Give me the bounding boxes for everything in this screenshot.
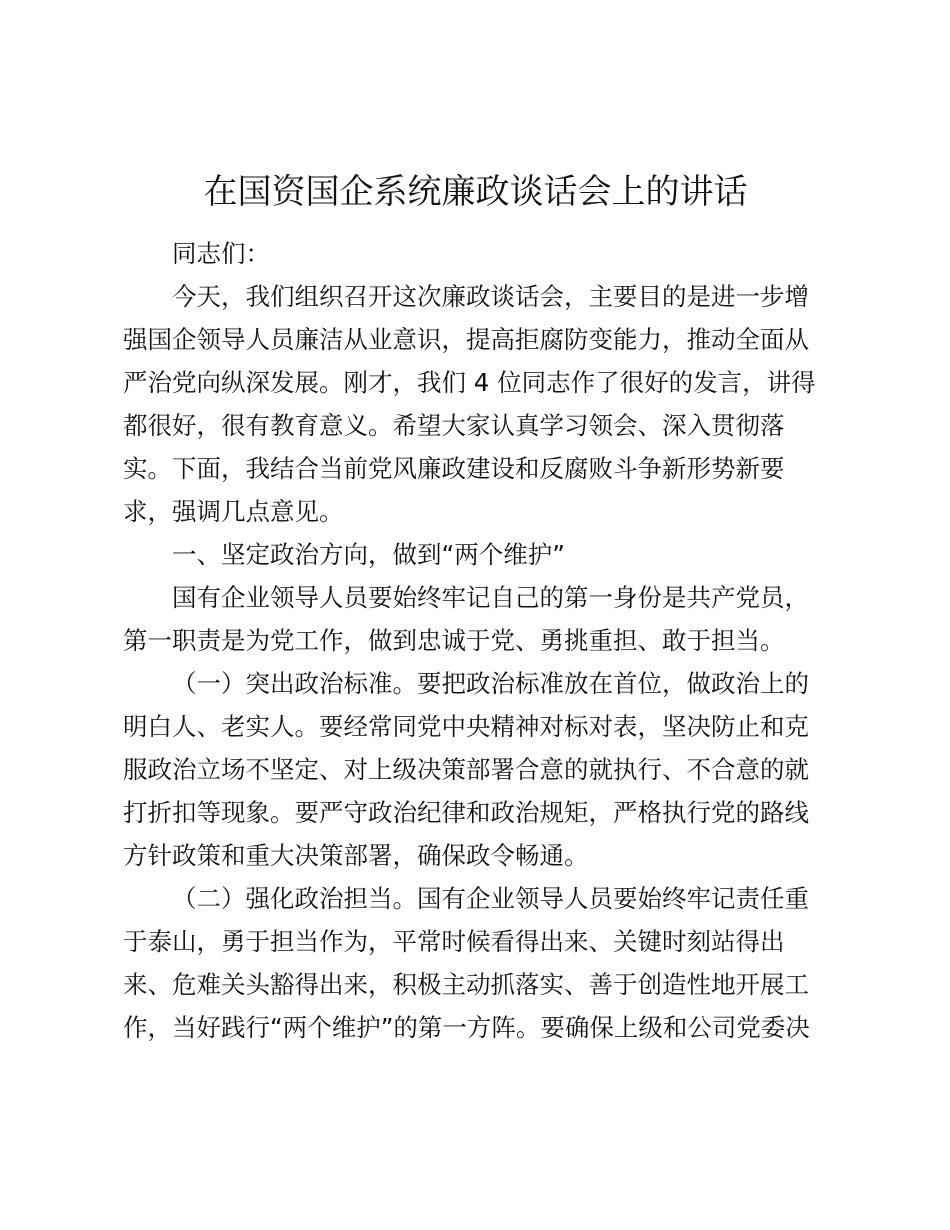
salutation: 同志们： <box>172 239 270 268</box>
text-line: 都很好，很有教育意义。希望大家认真学习领会、深入贯彻落 <box>123 411 785 440</box>
text-line: 来、危难关头豁得出来，积极主动抓落实、善于创造性地开展工 <box>123 970 809 999</box>
text-line: 方针政策和重大决策部署，确保政令畅通。 <box>123 841 589 870</box>
text-line: 第一职责是为党工作，做到忠诚于党、勇挑重担、敢于担当。 <box>123 626 785 655</box>
text-line: 实。下面，我结合当前党风廉政建设和反腐败斗争新形势新要 <box>123 454 785 483</box>
text-line: 于泰山，勇于担当作为，平常时候看得出来、关键时刻站得出 <box>123 927 785 956</box>
document-page <box>123 168 828 1049</box>
text-line: 求，强调几点意见。 <box>123 497 344 526</box>
paragraph-identity <box>123 576 828 662</box>
paragraph-intro <box>123 275 828 533</box>
text-line: 国有企业领导人员要始终牢记自己的第一身份是共产党员， <box>172 583 809 612</box>
text-line: 今天，我们组织召开这次廉政谈话会，主要目的是进一步增 <box>172 282 809 311</box>
text-line: 服政治立场不坚定、对上级决策部署合意的就执行、不合意的就 <box>123 755 809 784</box>
text-line: （二）强化政治担当。国有企业领导人员要始终牢记责任重 <box>172 884 809 913</box>
paragraph-political-standard <box>123 662 828 877</box>
text-line: （一）突出政治标准。要把政治标准放在首位，做政治上的 <box>172 669 809 698</box>
text-line: 明白人、老实人。要经常同党中央精神对标对表，坚决防止和克 <box>123 712 809 741</box>
text-line: 强国企领导人员廉洁从业意识，提高拒腐防变能力，推动全面从 <box>123 325 809 354</box>
text-line: 严治党向纵深发展。刚才，我们 4 位同志作了很好的发言，讲得 <box>123 368 816 397</box>
document-title: 在国资国企系统廉政谈话会上的讲话 <box>203 172 748 212</box>
paragraph-political-responsibility <box>123 877 828 1049</box>
section-heading-1 <box>123 533 828 576</box>
text-line: 打折扣等现象。要严守政治纪律和政治规矩，严格执行党的路线 <box>123 798 809 827</box>
text-line: 作，当好践行“两个维护”的第一方阵。要确保上级和公司党委决 <box>123 1013 810 1042</box>
heading-line: 一、坚定政治方向，做到“两个维护” <box>172 540 565 569</box>
